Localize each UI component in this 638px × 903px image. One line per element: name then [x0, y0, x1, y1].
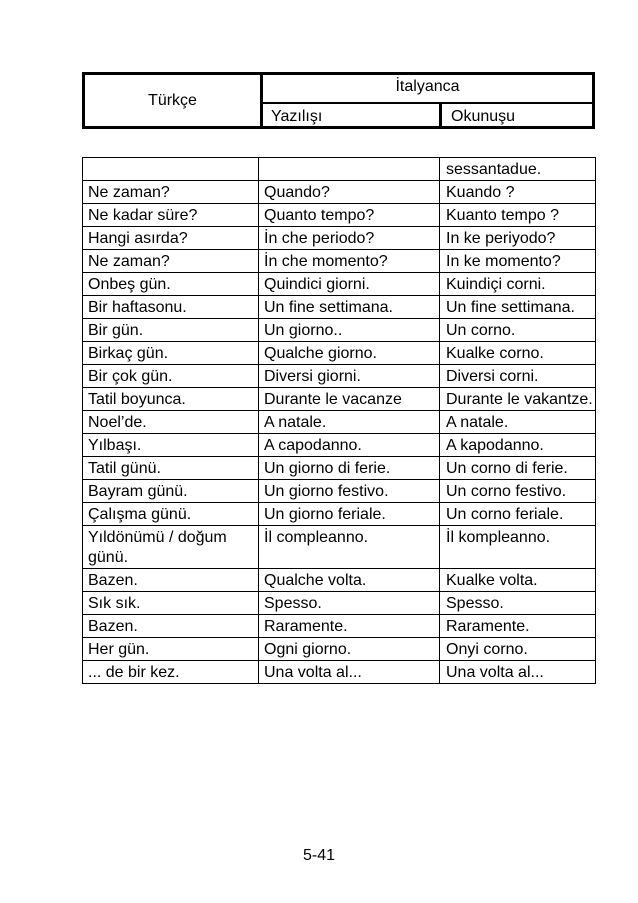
italian-spelling-cell: Quando? [259, 181, 440, 204]
pronunciation-cell: Kuando ? [440, 181, 596, 204]
turkish-cell: Çalışma günü. [83, 503, 259, 526]
vocabulary-table [82, 157, 596, 684]
italian-spelling-cell: Un giorno di ferie. [259, 457, 440, 480]
header-divider-horizontal [263, 102, 592, 104]
pronunciation-cell: Un corno festivo. [440, 480, 596, 503]
header-table [82, 72, 595, 129]
pronunciation-cell: Un fine settimana. [440, 296, 596, 319]
pronunciation-cell: Un corno di ferie. [440, 457, 596, 480]
turkish-cell: Bazen. [83, 569, 259, 592]
turkish-cell: Onbeş gün. [83, 273, 259, 296]
pronunciation-cell: sessantadue. [440, 158, 596, 181]
table-row [83, 388, 596, 411]
pronunciation-cell: A natale. [440, 411, 596, 434]
italian-spelling-cell: Spesso. [259, 592, 440, 615]
table-row [83, 204, 596, 227]
pronunciation-cell: Spesso. [440, 592, 596, 615]
table-row [83, 296, 596, 319]
turkish-cell: Bir gün. [83, 319, 259, 342]
header-turkce: Türkçe [148, 91, 197, 109]
pronunciation-cell: Kualke volta. [440, 569, 596, 592]
italian-spelling-cell: Qualche giorno. [259, 342, 440, 365]
turkish-cell: Tatil günü. [83, 457, 259, 480]
table-row [83, 592, 596, 615]
header-yazilisi: Yazılışı [271, 108, 323, 125]
pronunciation-cell: In ke momento? [440, 250, 596, 273]
italian-spelling-cell: Una volta al... [259, 661, 440, 684]
turkish-cell [83, 158, 259, 181]
pronunciation-cell: Un corno feriale. [440, 503, 596, 526]
table-row [83, 250, 596, 273]
table-row [83, 615, 596, 638]
pronunciation-cell: Kuindiçi corni. [440, 273, 596, 296]
header-divider-subcolumn [439, 104, 442, 126]
turkish-cell: Sık sık. [83, 592, 259, 615]
turkish-cell: Ne zaman? [83, 250, 259, 273]
table-row [83, 434, 596, 457]
pronunciation-cell: In ke periyodo? [440, 227, 596, 250]
pronunciation-cell: Diversi corni. [440, 365, 596, 388]
italian-spelling-cell: Un giorno.. [259, 319, 440, 342]
table-row [83, 365, 596, 388]
pronunciation-cell: Un corno. [440, 319, 596, 342]
italian-spelling-cell [259, 158, 440, 181]
turkish-cell: Bir çok gün. [83, 365, 259, 388]
table-row [83, 181, 596, 204]
turkish-cell: Noel’de. [83, 411, 259, 434]
turkish-cell: Yıldönümü / doğum günü. [83, 526, 259, 569]
italian-spelling-cell: İn che momento? [259, 250, 440, 273]
turkish-cell: Ne kadar süre? [83, 204, 259, 227]
table-row [83, 227, 596, 250]
pronunciation-cell: Una volta al... [440, 661, 596, 684]
table-row [83, 457, 596, 480]
table-row [83, 638, 596, 661]
table-row [83, 158, 596, 181]
italian-spelling-cell: Ogni giorno. [259, 638, 440, 661]
turkish-cell: Birkaç gün. [83, 342, 259, 365]
turkish-cell: Bayram günü. [83, 480, 259, 503]
italian-spelling-cell: Diversi giorni. [259, 365, 440, 388]
turkish-cell: Her gün. [83, 638, 259, 661]
turkish-cell: Hangi asırda? [83, 227, 259, 250]
italian-spelling-cell: A natale. [259, 411, 440, 434]
table-row [83, 503, 596, 526]
turkish-cell: Tatil boyunca. [83, 388, 259, 411]
pronunciation-cell: Durante le vakantze. [440, 388, 596, 411]
pronunciation-cell: Raramente. [440, 615, 596, 638]
table-row [83, 342, 596, 365]
italian-spelling-cell: İn che periodo? [259, 227, 440, 250]
italian-spelling-cell: Un giorno festivo. [259, 480, 440, 503]
page-number: 5-41 [302, 847, 336, 864]
turkish-cell: ... de bir kez. [83, 661, 259, 684]
header-italyanca: İtalyanca [395, 78, 460, 95]
turkish-cell: Bir haftasonu. [83, 296, 259, 319]
turkish-cell: Bazen. [83, 615, 259, 638]
turkish-cell: Yılbaşı. [83, 434, 259, 457]
italian-spelling-cell: Quanto tempo? [259, 204, 440, 227]
table-row [83, 661, 596, 684]
table-row [83, 569, 596, 592]
table-row [83, 480, 596, 503]
turkish-cell: Ne zaman? [83, 181, 259, 204]
italian-spelling-cell: Durante le vacanze [259, 388, 440, 411]
pronunciation-cell: İl kompleanno. [440, 526, 596, 569]
italian-spelling-cell: Quindici giorni. [259, 273, 440, 296]
italian-spelling-cell: A capodanno. [259, 434, 440, 457]
italian-spelling-cell: Qualche volta. [259, 569, 440, 592]
italian-spelling-cell: İl compleanno. [259, 526, 440, 569]
italian-spelling-cell: Raramente. [259, 615, 440, 638]
table-row [83, 273, 596, 296]
pronunciation-cell: Kualke corno. [440, 342, 596, 365]
pronunciation-cell: A kapodanno. [440, 434, 596, 457]
italian-spelling-cell: Un fine settimana. [259, 296, 440, 319]
header-okunusu: Okunuşu [451, 108, 516, 125]
table-row [83, 319, 596, 342]
pronunciation-cell: Kuanto tempo ? [440, 204, 596, 227]
italian-spelling-cell: Un giorno feriale. [259, 503, 440, 526]
table-row [83, 526, 596, 569]
table-row [83, 411, 596, 434]
pronunciation-cell: Onyi corno. [440, 638, 596, 661]
